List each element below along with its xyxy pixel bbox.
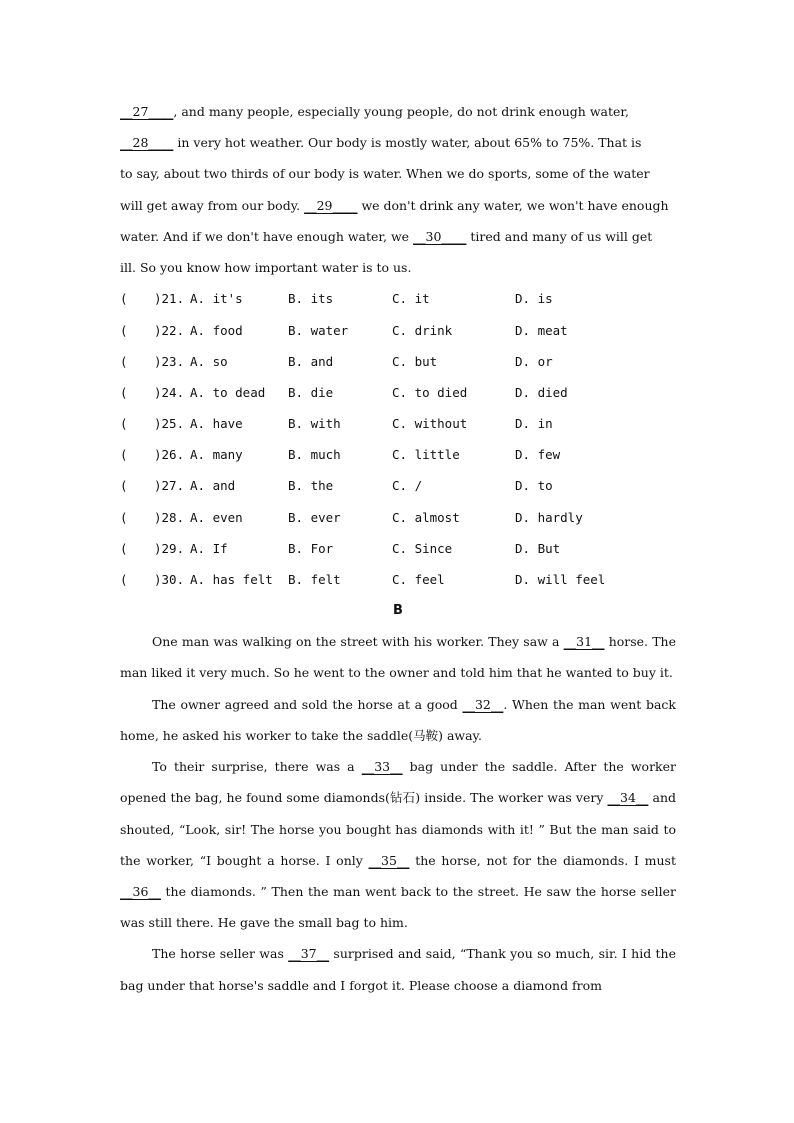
passage-b: [120, 626, 676, 1000]
option-b: B. ever: [288, 509, 341, 525]
passage-text: surprised and said, “Thank you so much, sir. I hid the bag under that horse's saddle and I forgot it. Please choose a diamond from: [120, 946, 677, 993]
passage-text: to say, about two thirds of our body is water. When we do sports, some of the water: [120, 166, 650, 182]
question-number: )23.: [154, 353, 185, 369]
answer-blank: __36__: [120, 883, 161, 899]
question-row: [120, 346, 676, 377]
exam-page: [120, 96, 676, 1001]
section-b-title: B: [393, 603, 403, 619]
option-b: B. felt: [288, 572, 341, 587]
option-b: B. with: [288, 416, 341, 432]
answer-paren: (: [120, 572, 128, 587]
passage-text: water. And if we don't have enough water, we: [120, 228, 414, 244]
option-d: D. or: [515, 353, 553, 369]
option-a: A. and: [190, 478, 236, 494]
answer-blank: __33__: [361, 759, 403, 775]
option-b: B. water: [288, 322, 349, 338]
passage-b-paragraph: [120, 626, 676, 688]
option-d: D. to: [515, 478, 553, 494]
option-b: B. the: [288, 478, 334, 494]
option-c: C. feel: [392, 572, 445, 587]
answer-blank: __37__: [288, 946, 330, 962]
blank-30: __30____: [413, 228, 467, 244]
blank-28: __28____: [120, 135, 174, 151]
passage-text: bag under the saddle. After the worker opened the bag, he found some diamonds(钻石) inside. The worker was very: [120, 759, 677, 806]
answer-paren: (: [120, 384, 128, 400]
passage-a-line: [120, 96, 676, 127]
passage-text: the diamonds. ” Then the man went back to the street. He saw the horse seller was still there. He gave the small bag to him.: [120, 883, 676, 931]
passage-a-line: [120, 252, 676, 283]
answer-paren: (: [120, 478, 128, 494]
question-number: )28.: [154, 509, 185, 525]
answer-blank: __34__: [607, 790, 649, 806]
passage-text: tired and many of us will get: [466, 228, 653, 244]
option-c: C. Since: [392, 540, 453, 556]
passage-text: . When the man went back home, he asked his worker to take the saddle(马鞍) away.: [120, 696, 676, 743]
question-number: )26.: [154, 447, 185, 463]
blank-27: __27____: [120, 104, 174, 119]
question-row: [120, 314, 676, 345]
option-a: A. food: [190, 322, 243, 338]
option-d: D. But: [515, 540, 561, 556]
option-a: A. If: [190, 540, 228, 556]
passage-b-paragraph: [120, 938, 676, 1000]
passage-text: ill. So you know how important water is to us.: [120, 260, 412, 276]
option-c: C. almost: [392, 509, 460, 525]
option-c: C. it: [392, 291, 430, 307]
option-a: A. to dead: [190, 384, 266, 400]
passage-text: One man was walking on the street with his worker. They saw a: [152, 634, 564, 650]
question-options-list: [120, 283, 676, 595]
passage-text: the horse, not for the diamonds. I must: [409, 852, 676, 868]
passage-text: in very hot weather. Our body is mostly water, about 65% to 75%. That is: [173, 135, 642, 151]
question-row: [120, 564, 676, 595]
passage-text: horse. The man liked it very much. So he went to the owner and told him that he wanted to buy it.: [120, 634, 676, 681]
option-d: D. few: [515, 447, 561, 463]
answer-blank: __31__: [563, 634, 605, 650]
option-b: B. and: [288, 353, 334, 369]
passage-text: The horse seller was: [152, 946, 289, 962]
passage-text: and shouted, “Look, sir! The horse you bought has diamonds with it! ” But the man said to the worker, “I bought a horse. I only: [120, 790, 677, 868]
passage-a: [120, 96, 676, 283]
question-number: )29.: [154, 540, 185, 556]
option-d: D. is: [515, 291, 553, 307]
option-c: C. drink: [392, 322, 453, 338]
option-c: C. to died: [392, 384, 468, 400]
option-a: A. so: [190, 353, 228, 369]
option-c: C. /: [392, 478, 423, 494]
answer-paren: (: [120, 291, 128, 307]
answer-paren: (: [120, 322, 128, 338]
passage-text: will get away from our body.: [120, 197, 305, 213]
option-c: C. but: [392, 353, 438, 369]
question-number: )30.: [154, 572, 185, 587]
passage-b-paragraph: [120, 751, 676, 938]
answer-paren: (: [120, 353, 128, 369]
option-a: A. even: [190, 509, 243, 525]
option-a: A. have: [190, 416, 243, 432]
option-a: A. has felt: [190, 572, 273, 587]
question-number: )27.: [154, 478, 185, 494]
passage-a-line: [120, 190, 676, 221]
question-number: )25.: [154, 416, 185, 432]
answer-paren: (: [120, 540, 128, 556]
option-d: D. died: [515, 384, 568, 400]
question-row: [120, 377, 676, 408]
passage-text: we don't drink any water, we won't have enough: [357, 197, 669, 213]
question-row: [120, 283, 676, 314]
option-d: D. hardly: [515, 509, 583, 525]
passage-text: , and many people, especially young people, do not drink enough water,: [173, 104, 629, 119]
passage-b-paragraph: [120, 689, 676, 751]
option-a: A. it's: [190, 291, 243, 307]
option-d: D. will feel: [515, 572, 606, 587]
question-row: [120, 408, 676, 439]
blank-29: __29____: [304, 197, 358, 213]
question-row: [120, 502, 676, 533]
answer-paren: (: [120, 509, 128, 525]
answer-paren: (: [120, 447, 128, 463]
passage-text: The owner agreed and sold the horse at a good: [152, 696, 463, 712]
option-d: D. meat: [515, 322, 568, 338]
question-number: )22.: [154, 322, 185, 338]
option-b: B. die: [288, 384, 334, 400]
option-b: B. much: [288, 447, 341, 463]
option-a: A. many: [190, 447, 243, 463]
passage-text: To their surprise, there was a: [152, 759, 362, 775]
question-number: )24.: [154, 384, 185, 400]
question-number: )21.: [154, 291, 185, 307]
answer-paren: (: [120, 416, 128, 432]
option-d: D. in: [515, 416, 553, 432]
option-b: B. For: [288, 540, 334, 556]
passage-a-line: [120, 158, 676, 189]
passage-a-line: [120, 127, 676, 158]
question-row: [120, 533, 676, 564]
passage-a-line: [120, 221, 676, 252]
answer-blank: __35__: [368, 852, 410, 868]
option-b: B. its: [288, 291, 334, 307]
answer-blank: __32__: [462, 696, 504, 712]
question-row: [120, 439, 676, 470]
option-c: C. little: [392, 447, 460, 463]
option-c: C. without: [392, 416, 468, 432]
question-row: [120, 470, 676, 501]
